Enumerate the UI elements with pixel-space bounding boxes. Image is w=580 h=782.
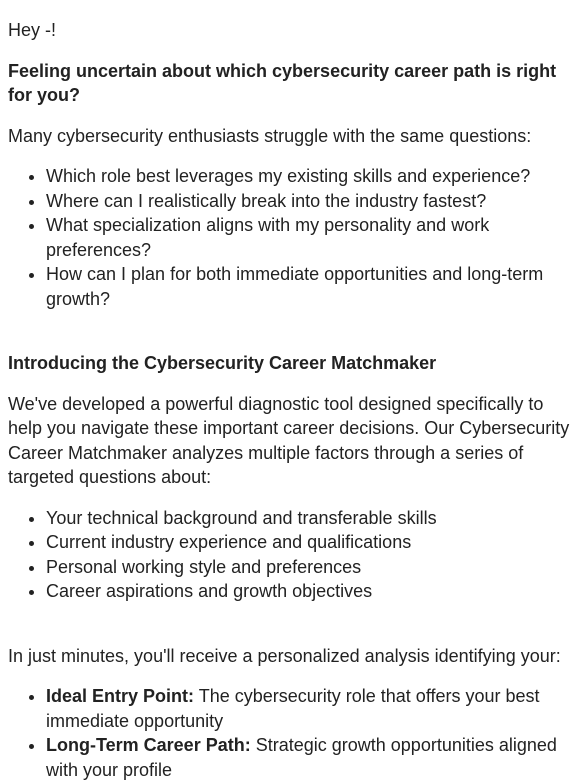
list-item: • Your technical background and transferable skills bbox=[46, 506, 572, 531]
list-item: • Current industry experience and qualifications bbox=[46, 530, 572, 555]
results-list bbox=[8, 684, 572, 782]
result-label: Ideal Entry Point: bbox=[46, 686, 195, 706]
result-text: Strategic growth opportunities aligned with your profile bbox=[46, 735, 557, 780]
section-title: Introducing the Cybersecurity Career Matchmaker bbox=[8, 353, 437, 373]
results-lead: In just minutes, you'll receive a personalized analysis identifying your: bbox=[8, 645, 561, 666]
list-item: • How can I plan for both immediate opportunities and long-term growth? bbox=[46, 262, 572, 311]
list-item: • Which role best leverages my existing skills and experience? bbox=[46, 164, 572, 189]
description-text: We've developed a powerful diagnostic tool designed specifically to help you navigate these important career decisions. Our Cybersecurity Career Matchmaker analyzes multiple factors through a series of targeted questions about: bbox=[8, 393, 570, 487]
result-text: The cybersecurity role that offers your best immediate opportunity bbox=[46, 686, 540, 731]
list-item: • Where can I realistically break into the industry fastest? bbox=[46, 189, 572, 214]
factors-list bbox=[8, 506, 572, 604]
questions-list bbox=[8, 164, 572, 311]
list-item bbox=[46, 733, 572, 782]
result-label: Long-Term Career Path: bbox=[46, 735, 251, 755]
list-item: • What specialization aligns with my personality and work preferences? bbox=[46, 213, 572, 262]
intro-text: Many cybersecurity enthusiasts struggle with the same questions: bbox=[8, 125, 532, 146]
list-item bbox=[46, 684, 572, 733]
list-item: • Career aspirations and growth objectives bbox=[46, 579, 572, 604]
greeting: Hey -! bbox=[8, 20, 57, 40]
headline: Feeling uncertain about which cybersecurity career path is right for you? bbox=[8, 60, 557, 105]
list-item: • Personal working style and preferences bbox=[46, 555, 572, 580]
